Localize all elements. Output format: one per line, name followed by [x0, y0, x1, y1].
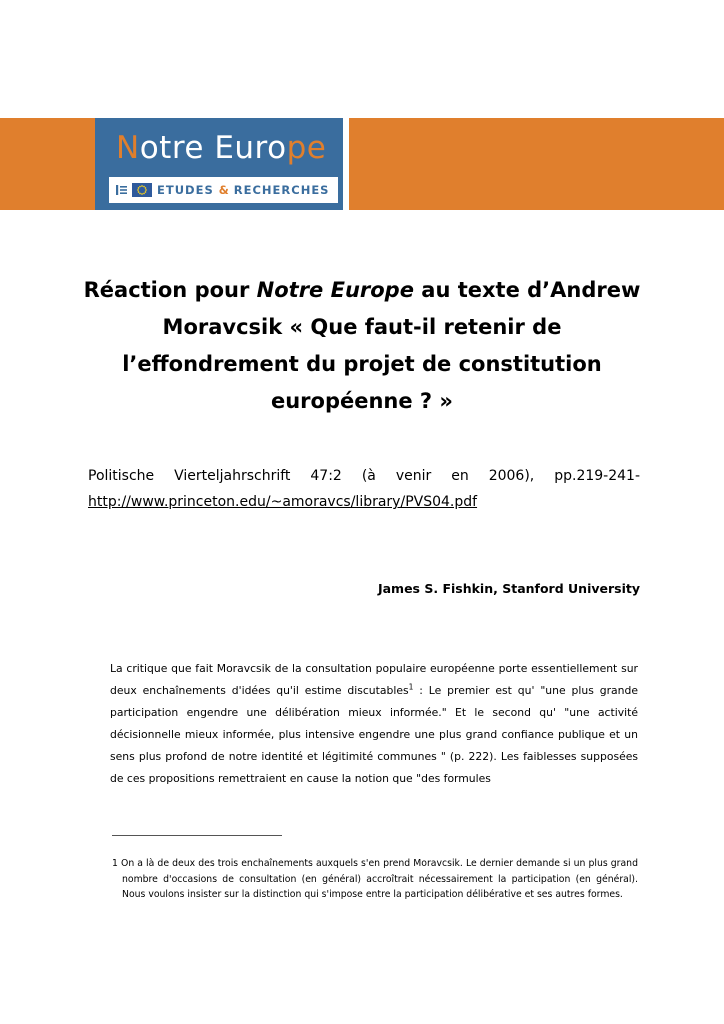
logo-middle: otre Euro — [139, 130, 287, 166]
title-line-1 — [62, 272, 662, 309]
tagline-etudes: ETUDES — [157, 183, 214, 197]
title-line-1-post: au texte d’Andrew — [413, 278, 641, 302]
title-line-1-pre: Réaction pour — [83, 278, 257, 302]
footnote-marker: 1 — [112, 858, 118, 869]
body-text-post: : Le premier est qu' "une plus grande participation engendre une délibération mieux informée." Et le second qu' "une activité décisionnelle mieux informée, plus intensive engendre une plus grand confiance publique et un sens plus profond de notre identité et légitimité communes " (p. 222). Les faiblesses supposées de ces propositions remettraient en cause la notion que "des formules — [110, 684, 638, 785]
banner-left-orange-bar — [0, 118, 95, 210]
citation-block — [88, 464, 640, 510]
document-lines-icon — [116, 184, 127, 196]
title-line-2: Moravcsik « Que faut-il retenir de — [162, 315, 562, 339]
title-line-1-italic: Notre Europe — [256, 278, 414, 302]
citation-reference: Politische Vierteljahrschrift 47:2 (à venir en 2006), pp.219-241- — [88, 468, 640, 484]
body-paragraph — [110, 658, 638, 790]
logo-accent-start: N — [116, 130, 140, 166]
page-title — [62, 272, 662, 420]
tagline-recherches: RECHERCHES — [233, 183, 330, 197]
body-text-pre: La critique que fait Moravcsik de la consultation populaire européenne porte essentiellement sur deux enchaînements d'idées qu'il estime discutables — [110, 662, 638, 697]
title-line-3: l’effondrement du projet de constitution — [122, 352, 602, 376]
header-banner — [0, 118, 724, 210]
banner-right-orange-bar — [349, 118, 724, 210]
logo-accent-end: pe — [286, 130, 327, 166]
footnote-body: On a là de deux des trois enchaînements auxquels s'en prend Moravcsik. Le dernier demande si un plus grand nombre d'occasions de consultation (en général) accroîtrait nécessairement la participation (en général). Nous voulons insister sur la distinction qui s'impose entre la participation délibérative et ses autres formes. — [121, 858, 638, 900]
footnote-separator — [112, 835, 282, 836]
footnote-text — [112, 856, 638, 903]
author-line: James S. Fishkin, Stanford University — [377, 581, 640, 596]
citation-link[interactable]: http://www.princeton.edu/~amoravcs/library/PVS04.pdf — [88, 494, 478, 510]
notre-europe-logo-box — [95, 118, 343, 210]
eu-flag-icon — [132, 183, 152, 197]
footnote-reference: 1 — [408, 682, 414, 692]
title-line-4: européenne ? » — [270, 389, 453, 413]
notre-europe-logo — [116, 130, 326, 166]
tagline-bar — [109, 177, 338, 203]
tagline-ampersand: & — [218, 183, 229, 197]
